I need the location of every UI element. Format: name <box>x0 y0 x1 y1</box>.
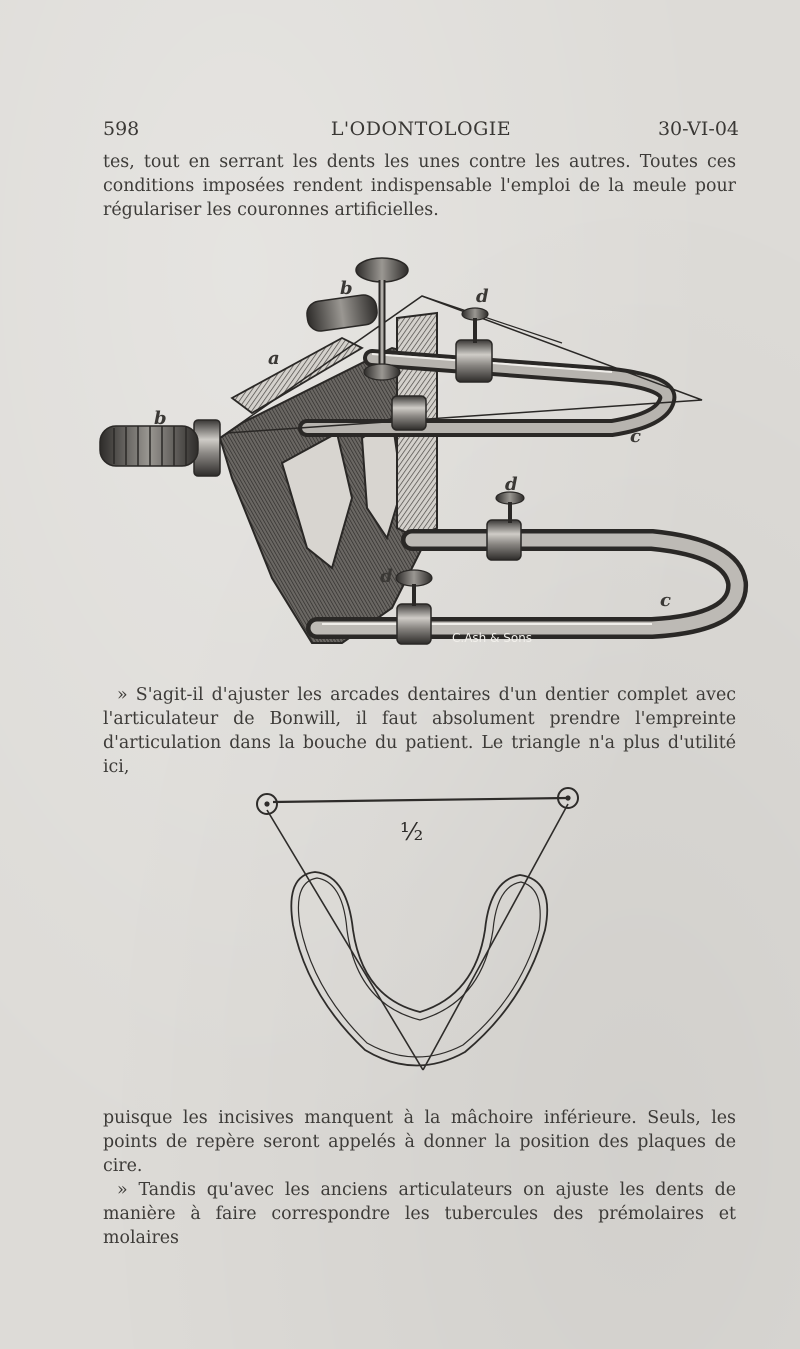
paragraph-1 <box>103 150 736 222</box>
paragraph-text: puisque les incisives manquent à la mâchoire inférieure. Seuls, les points de repère seront appelés à donner la position des plaques de cire. <box>103 1108 736 1176</box>
issue-date: 30-VI-04 <box>657 118 739 140</box>
scale-label: ½ <box>400 818 424 846</box>
paragraph-2 <box>103 683 736 779</box>
page-number: 598 <box>103 118 140 140</box>
label-a: a <box>268 348 280 369</box>
maker-mark: C.Ash & Sons <box>452 631 533 645</box>
triangle-arch-drawing <box>245 780 585 1090</box>
label-c-top: c <box>630 426 641 447</box>
running-header <box>103 118 739 144</box>
paragraph-3 <box>103 1106 736 1250</box>
paragraph-text: tes, tout en serrant les dents les unes contre les autres. Toutes ces conditions imposées rendent indispensable l'emploi de la meule pour régulariser les couronnes artificielles. <box>103 152 736 220</box>
paragraph-text: » Tandis qu'avec les anciens articulateurs on ajuste les dents de manière à faire correspondre les tubercules des prémolaires et molaires <box>103 1180 736 1248</box>
articulator-drawing <box>92 248 752 656</box>
triangle-arch-diagram <box>245 780 585 1090</box>
articulator-illustration <box>92 248 752 656</box>
label-b-top: b <box>340 278 353 299</box>
label-d-top: d <box>476 286 489 307</box>
label-c-bottom: c <box>660 590 671 611</box>
journal-title: L'ODONTOLOGIE <box>330 118 512 140</box>
dental-arch-outline <box>291 872 547 1066</box>
label-b-left: b <box>154 408 167 429</box>
paragraph-text: » S'agit-il d'ajuster les arcades dentaires d'un dentier complet avec l'articulateur de Bonwill, il faut absolument prendre l'empreinte d'articulation dans la bouche du patient. Le triangle n'a plus d'utilité ici, <box>103 685 736 777</box>
label-d-bottom: d <box>380 566 393 587</box>
thumbscrew-top <box>356 258 408 282</box>
label-d-mid: d <box>505 474 518 495</box>
handle-upper <box>305 293 378 332</box>
